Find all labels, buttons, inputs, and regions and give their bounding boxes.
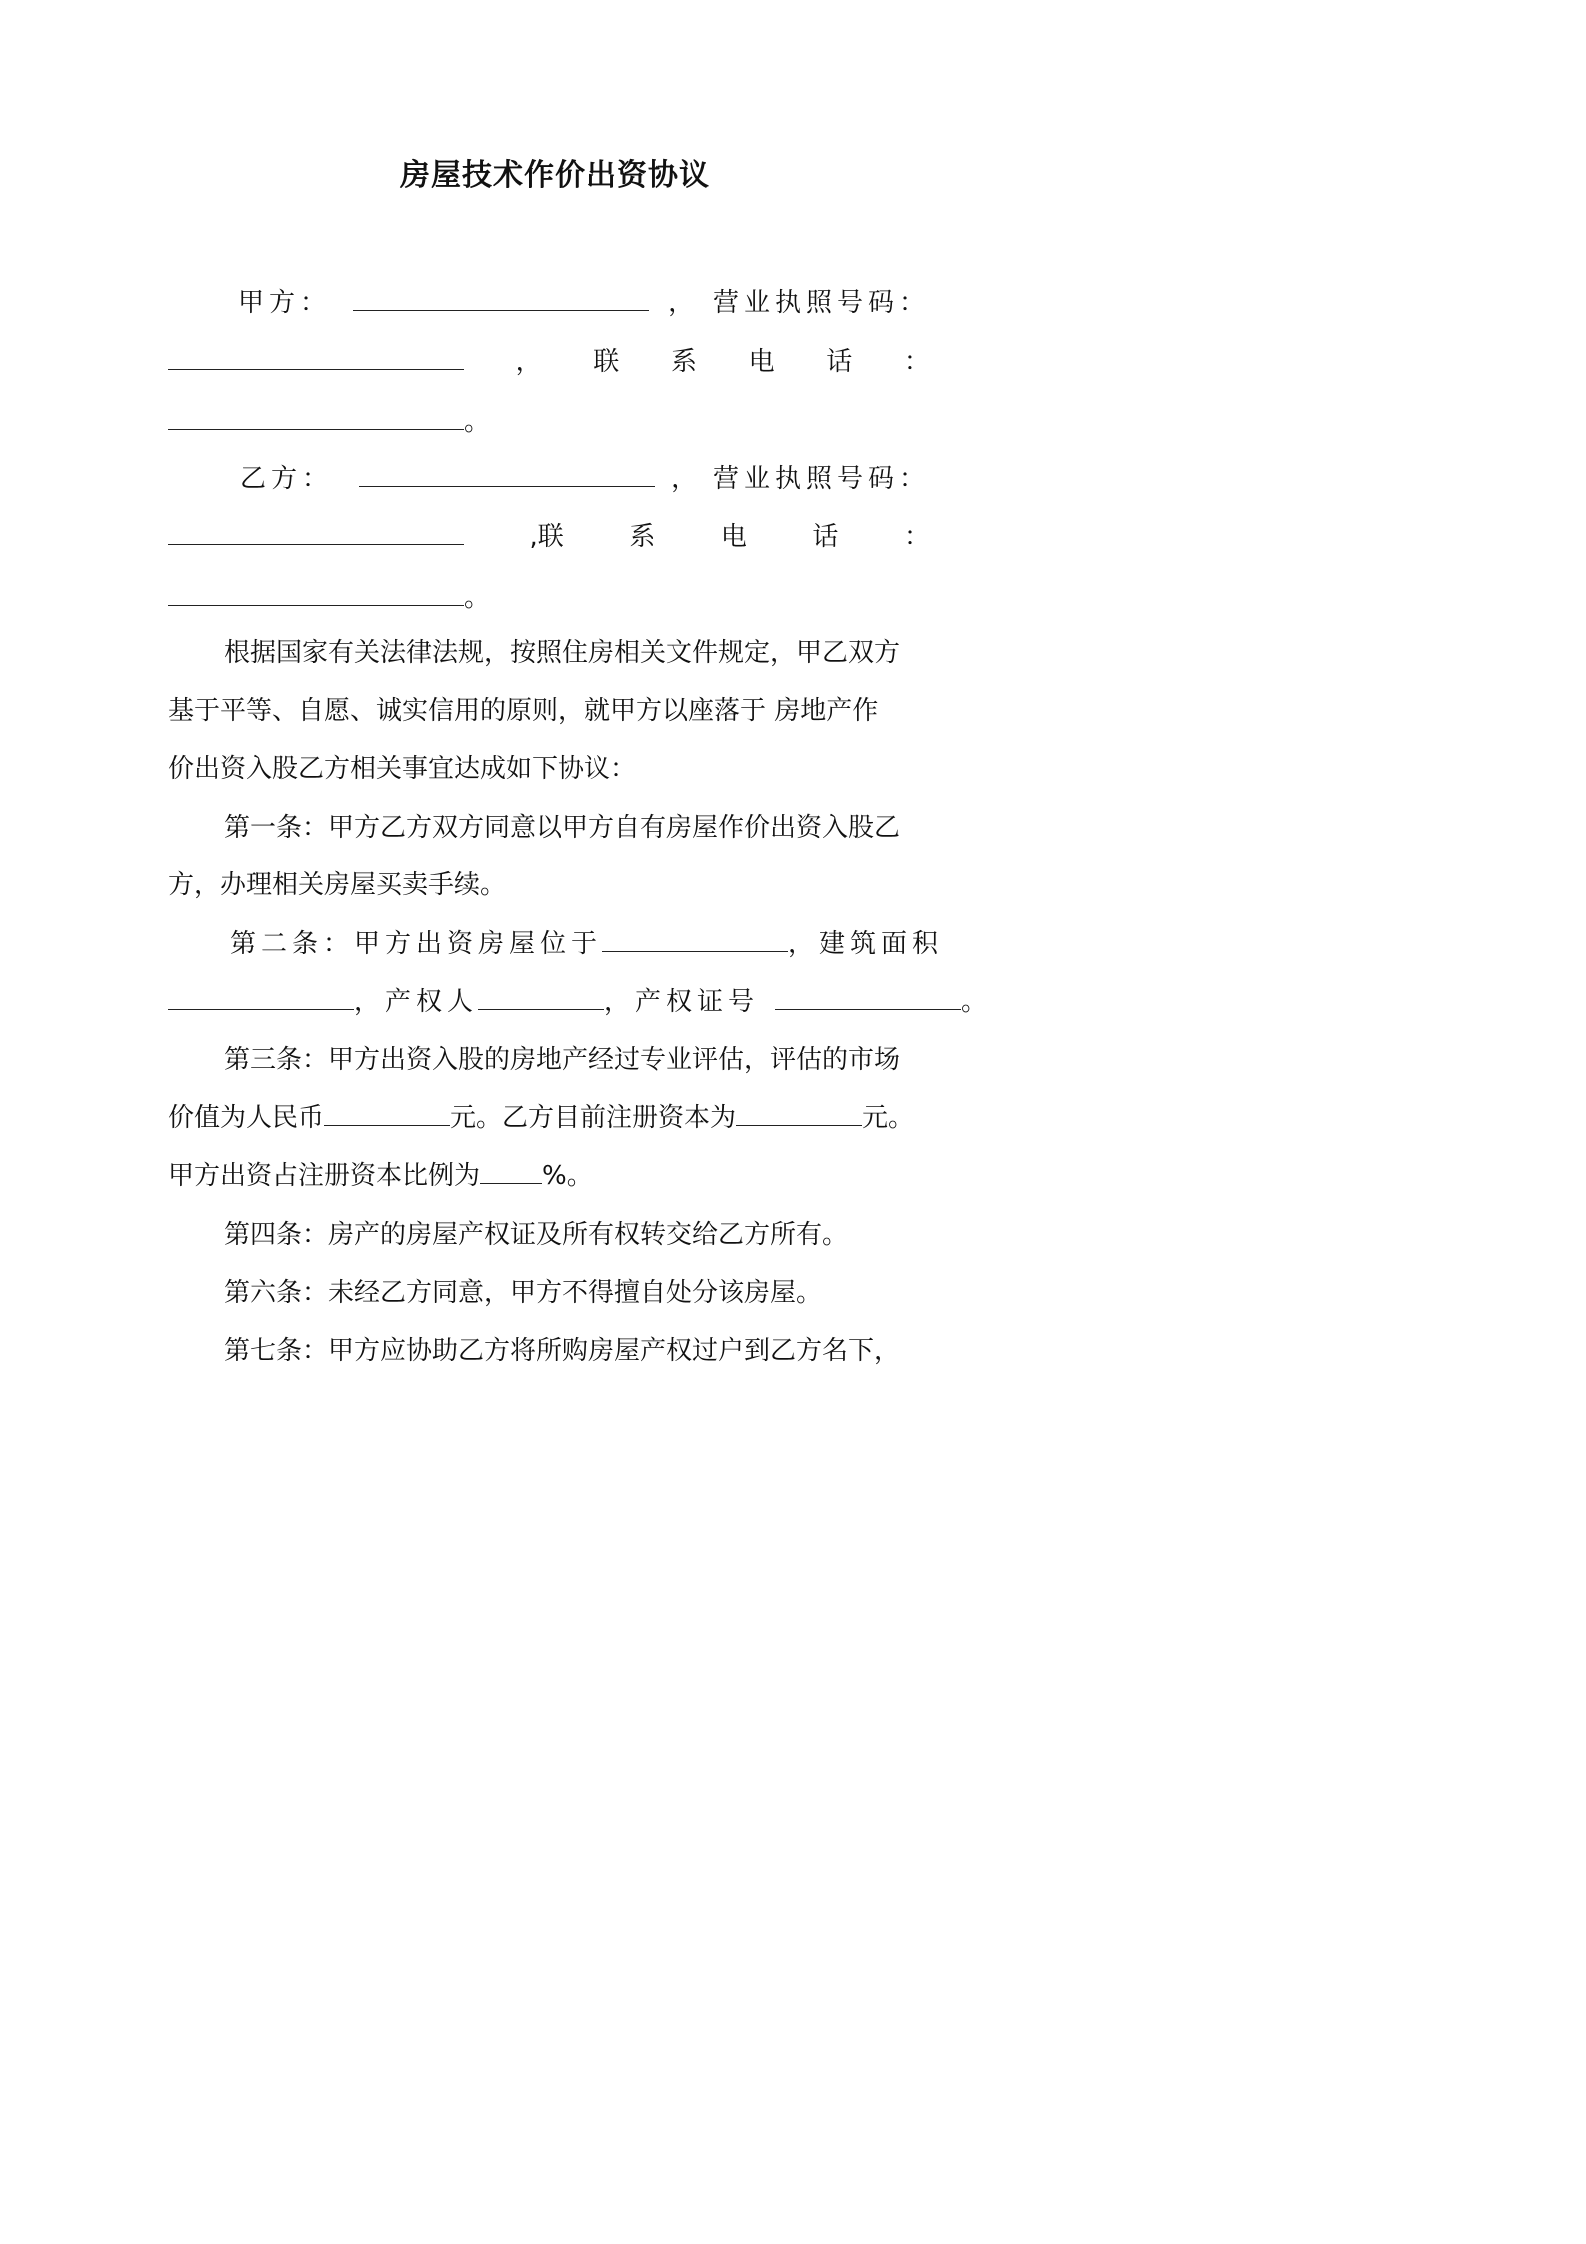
party-b-phone-blank[interactable] <box>168 581 464 606</box>
document-page <box>0 0 1100 1556</box>
article-4: 第四条：房产的房屋产权证及所有权转交给乙方所有。 <box>224 1220 849 1250</box>
article-3-percent: %。 <box>542 1161 593 1191</box>
article-3-ratio-blank[interactable] <box>480 1159 542 1184</box>
article-7: 第七条：甲方应协助乙方将所购房屋产权过户到乙方名下， <box>224 1336 901 1366</box>
party-a-line2-comma: ， <box>515 347 542 377</box>
party-a-line-3 <box>168 405 930 439</box>
party-b-comma: ， <box>671 464 698 494</box>
party-a-line-2 <box>168 345 930 379</box>
party-b-line-2 <box>168 520 930 554</box>
phone-label-char: ： <box>903 522 930 552</box>
phone-label-char: ,联 <box>529 522 564 552</box>
party-a-line-1 <box>168 286 930 320</box>
article-3-yuan-1: 元。 <box>450 1103 503 1133</box>
article-3-capital-label: 乙方目前注册资本为 <box>502 1103 737 1133</box>
document-title: 房屋技术作价出资协议 <box>400 158 710 193</box>
article-3-value-label: 价值为人民币 <box>168 1103 325 1133</box>
article-3-yuan-2: 元。 <box>862 1103 915 1133</box>
phone-label-char: ： <box>903 347 930 377</box>
article-2-area-label: ，建筑面积 <box>788 929 944 959</box>
article-3-capital-blank[interactable] <box>736 1101 862 1126</box>
phone-label-char: 系 <box>670 347 697 377</box>
article-2-cert-blank[interactable] <box>775 985 961 1010</box>
article-3-line-3 <box>168 1159 930 1193</box>
phone-label-char: 电 <box>748 347 775 377</box>
party-b-line-3 <box>168 581 930 615</box>
phone-label-char: 联 <box>593 347 620 377</box>
article-3-line-2 <box>168 1101 958 1135</box>
phone-label-char: 系 <box>629 522 656 552</box>
article-3-value-blank[interactable] <box>324 1101 450 1126</box>
phone-label-char: 话 <box>812 522 839 552</box>
preamble-line-3: 价出资入股乙方相关事宜达成如下协议： <box>168 754 637 784</box>
article-3-line-1: 第三条：甲方出资入股的房地产经过专业评估，评估的市场 <box>224 1045 901 1075</box>
article-2-owner-blank[interactable] <box>478 985 604 1010</box>
party-a-license-blank[interactable] <box>168 345 464 370</box>
article-2-cert-label: ，产权证号 <box>604 987 760 1017</box>
article-3-ratio-label: 甲方出资占注册资本比例为 <box>168 1161 481 1191</box>
preamble-line-1: 根据国家有关法律法规，按照住房相关文件规定，甲乙双方 <box>224 638 901 668</box>
party-a-license-label: 营业执照号码： <box>712 288 930 318</box>
article-2-line-2 <box>168 985 988 1019</box>
article-2-lead: 第二条：甲方出资房屋位于 <box>230 929 603 959</box>
phone-label-char: 电 <box>720 522 747 552</box>
article-1-line-2: 方，办理相关房屋买卖手续。 <box>168 870 507 900</box>
article-2-area-blank[interactable] <box>168 985 354 1010</box>
party-a-comma: ， <box>668 288 695 318</box>
party-b-name-blank[interactable] <box>359 462 655 487</box>
phone-label-char: 话 <box>826 347 853 377</box>
party-b-end: 。 <box>464 583 491 613</box>
party-b-line-1 <box>168 462 930 496</box>
party-a-name-blank[interactable] <box>353 286 649 311</box>
party-b-license-blank[interactable] <box>168 520 464 545</box>
party-a-phone-blank[interactable] <box>168 405 464 430</box>
party-a-end: 。 <box>464 407 491 437</box>
article-2-owner-label: ，产权人 <box>354 987 479 1017</box>
party-b-label: 乙方： <box>240 464 334 494</box>
preamble-line-2: 基于平等、自愿、诚实信用的原则，就甲方以座落于 房地产作 <box>168 696 879 726</box>
article-6: 第六条：未经乙方同意，甲方不得擅自处分该房屋。 <box>224 1278 823 1308</box>
party-a-label: 甲方： <box>238 288 332 318</box>
article-2-end: 。 <box>961 987 988 1017</box>
article-2-location-blank[interactable] <box>602 927 788 952</box>
party-b-license-label: 营业执照号码： <box>712 464 930 494</box>
article-1-line-1: 第一条：甲方乙方双方同意以甲方自有房屋作价出资入股乙 <box>224 813 901 843</box>
article-2-line-1 <box>168 927 944 961</box>
